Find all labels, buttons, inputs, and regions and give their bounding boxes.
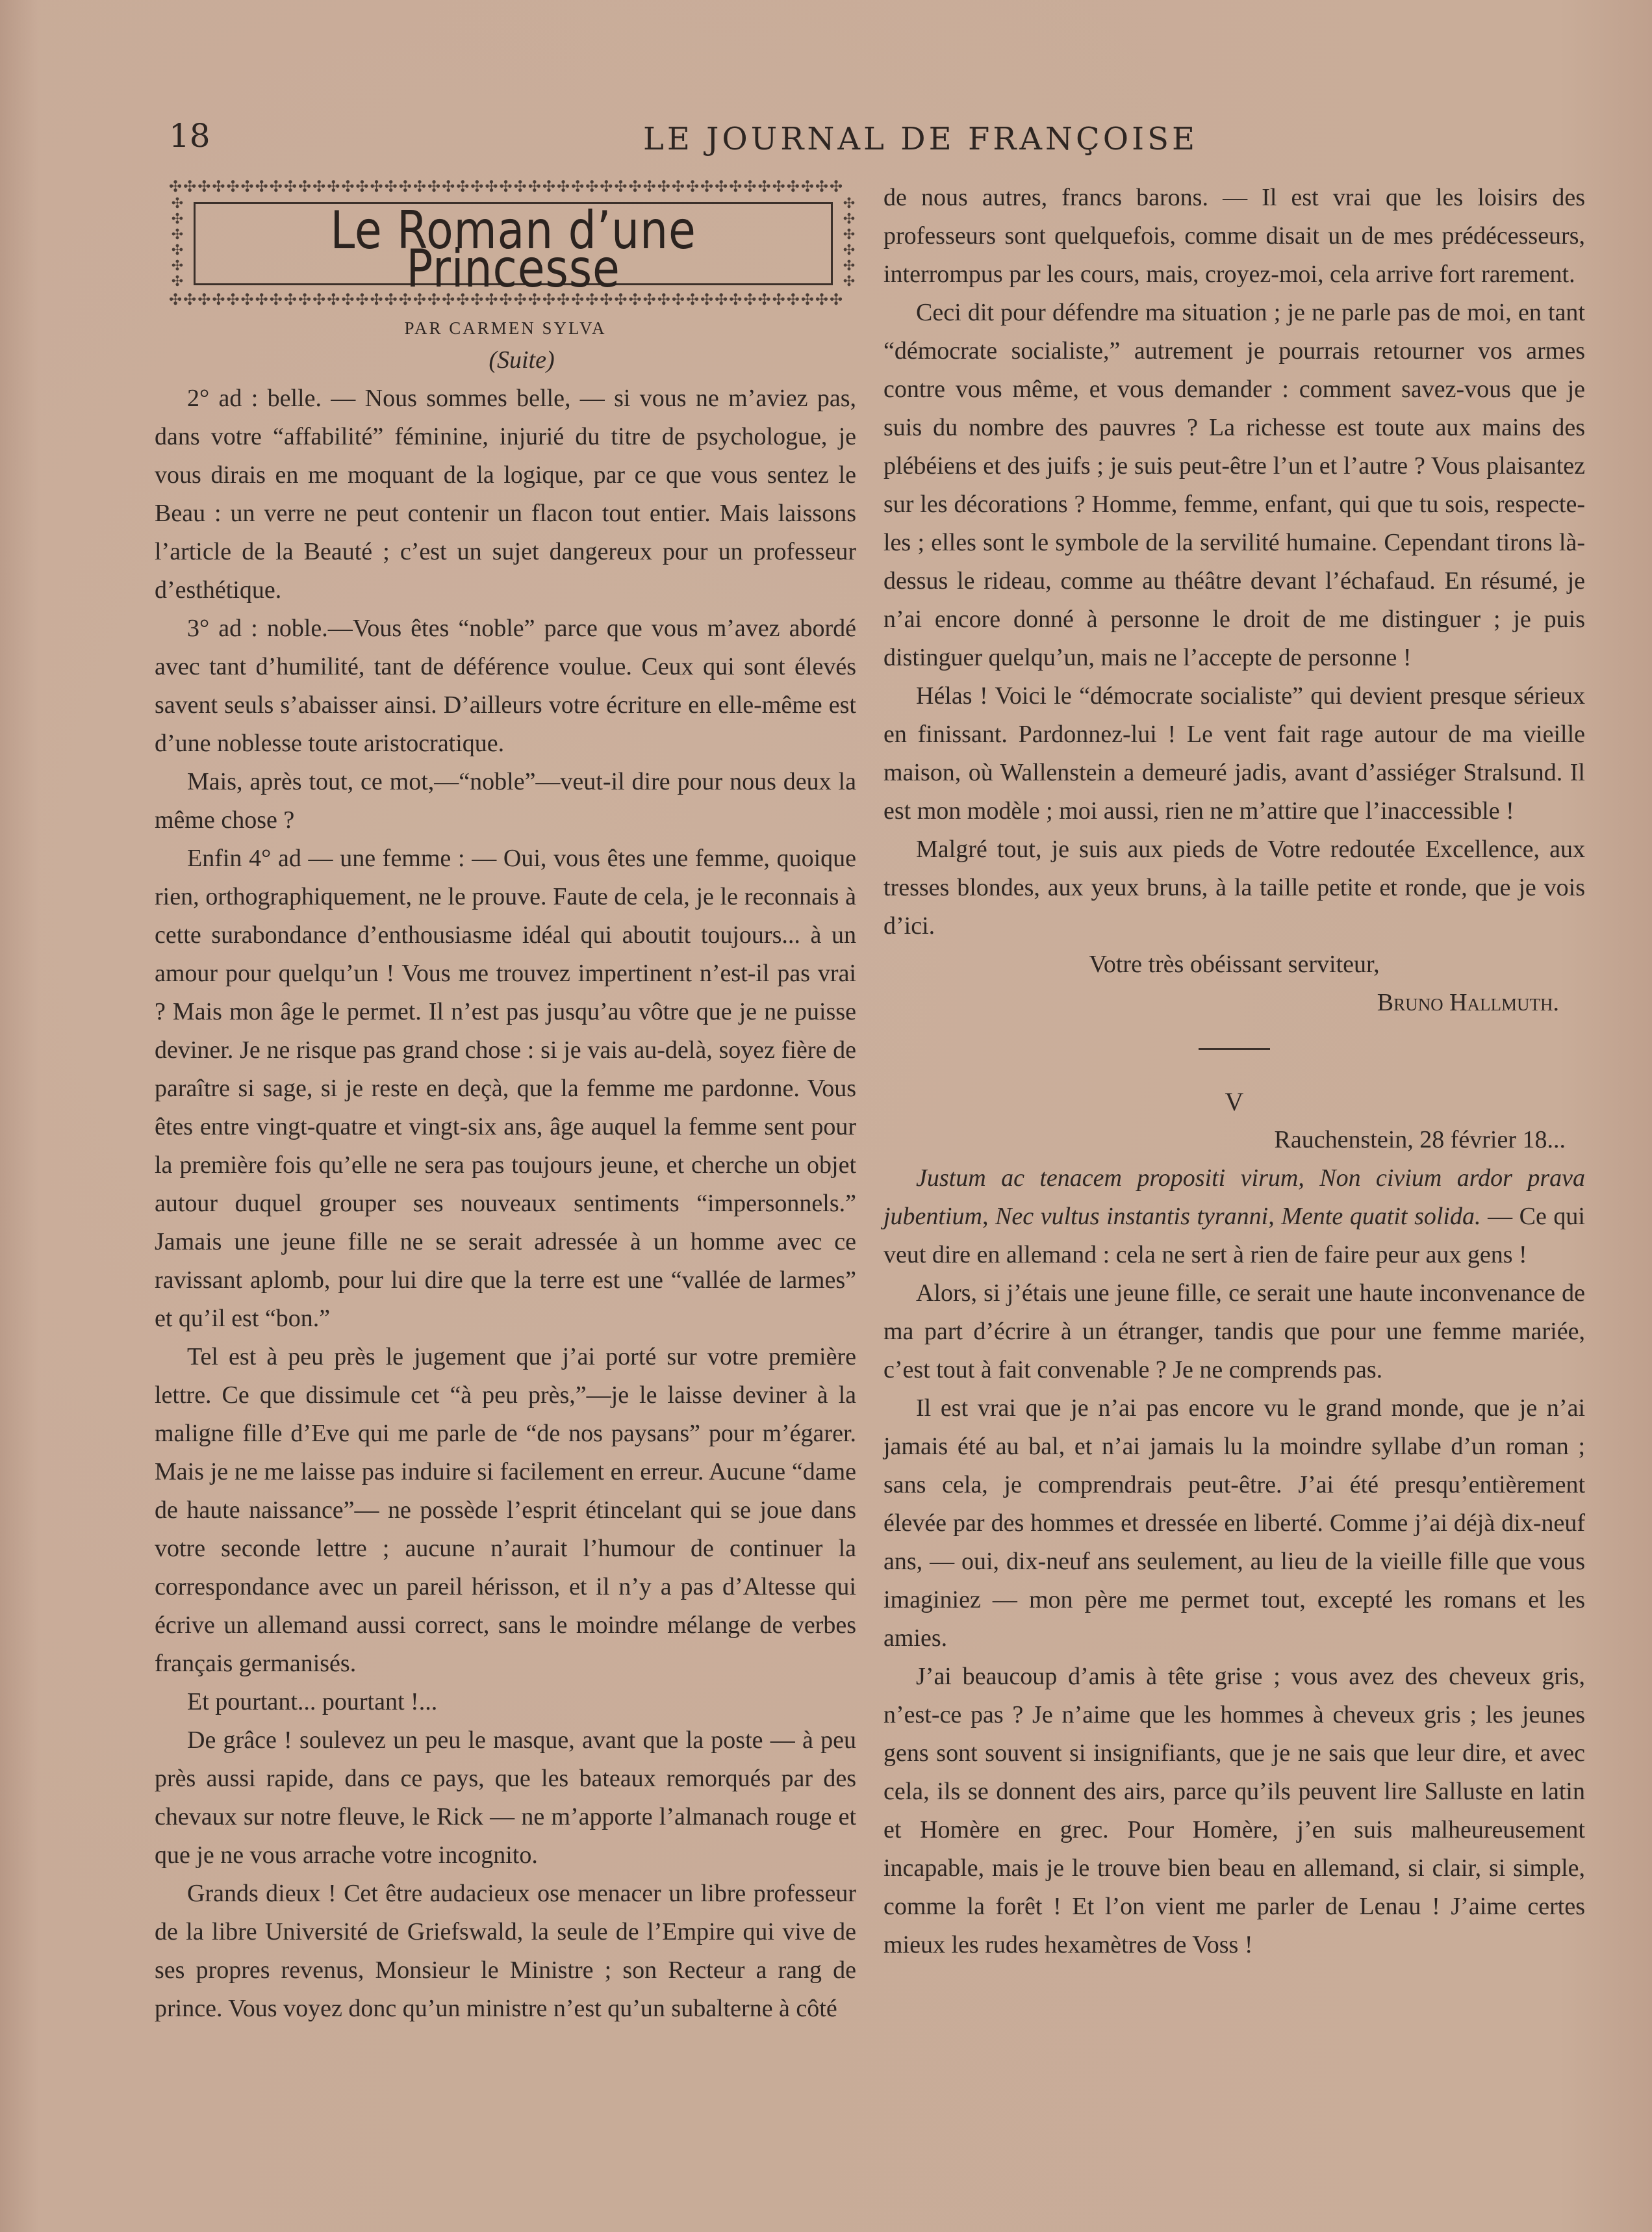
article-title: Le Roman d’une Princesse <box>330 200 696 299</box>
paragraph: 3° ad : noble.—Vous êtes “noble” parce que vous m’avez abordé avec tant d’humilité, tant de déférence voulue. Ceux qui sont élevés savent seuls s’abaisser ainsi. D’ailleurs votre écriture en elle-même est d’une noblesse toute aristocratique. <box>155 615 856 757</box>
running-head <box>169 117 1507 162</box>
left-column <box>155 179 856 2028</box>
section-divider <box>1199 1048 1270 1050</box>
latin-gloss: — Ce qui veut dire en allemand : cela ne sert à rien de faire peur aux gens ! <box>883 1203 1585 1268</box>
latin-quote-paragraph <box>883 1159 1585 1274</box>
letter-signoff: Votre très obéissant serviteur, <box>1089 951 1380 978</box>
paragraph: De grâce ! soulevez un peu le masque, avant que la poste — à peu près aussi rapide, dans ce pays, que les bateaux remorqués par des chevaux sur notre fleuve, le Rick — ne m’apporte l’almanach rouge et que je ne vous arrache votre incognito. <box>155 1726 856 1869</box>
paragraph: Et pourtant... pourtant !... <box>187 1688 438 1715</box>
paragraph: Hélas ! Voici le “démocrate socialiste” qui devient presque sérieux en finissant. Pardonnez-lui ! Le vent fait rage autour de ma vieille maison, où Wallenstein a demeuré jadis, avant d’assiéger Stralsund. Il est mon modèle ; moi aussi, rien ne m’attire que l’inaccessible ! <box>883 682 1585 825</box>
ornament-border-right: ✣ ✣ ✣ ✣ ✣ ✣ <box>843 196 856 289</box>
paragraph: Il est vrai que je n’ai pas encore vu le grand monde, que je n’ai jamais été au bal, et n’ai jamais lu la moindre syllabe d’un roman ; sans cela, je comprendrais peut-être. J’ai été presqu’entièrement élevée par des hommes et dressée en liberté. Comme j’ai déjà dix-neuf ans, — oui, dix-neuf ans seulement, au lieu de la vieille fille que vous imaginiez — mon père me permet tout, excepté les romans et les amies. <box>883 1394 1585 1652</box>
page-number: 18 <box>169 117 210 155</box>
letter-dateline: Rauchenstein, 28 février 18... <box>1274 1126 1566 1153</box>
byline: PAR CARMEN SYLVA <box>404 318 607 338</box>
title-ornament-frame <box>169 179 858 309</box>
paragraph: Mais, après tout, ce mot,—“noble”—veut-il dire pour nous deux la même chose ? <box>155 768 856 834</box>
ornament-border-left: ✣ ✣ ✣ ✣ ✣ ✣ <box>171 196 184 289</box>
paragraph-continuation: de nous autres, francs barons. — Il est vrai que les loisirs des professeurs sont quelquefois, comme disait un de mes prédécesseurs, interrompus par les cours, mais, croyez-moi, cela arrive fort rarement. <box>883 184 1585 288</box>
letter-signature: Bruno Hallmuth. <box>1377 989 1559 1016</box>
section-number: V <box>1225 1087 1244 1116</box>
paragraph: Ceci dit pour défendre ma situation ; je ne parle pas de moi, en tant “démocrate socialiste,” autrement je pourrais retourner vos armes contre vous même, et vous demander : comment savez-vous que je suis du nombre des pauvres ? La richesse est toute aux mains des plébéiens et des juifs ; je suis peut-être l’un et l’autre ? Vous plaisantez sur les décorations ? Homme, femme, enfant, qui que tu sois, respecte-les ; elles sont le symbole de la servilité humaine. Cependant tirons là-dessus le rideau, comme au théâtre devant l’échafaud. En résumé, je n’ai encore donné à personne le droit de me distinguer ; je puis distinguer quelqu’un, mais ne l’accepte de personne ! <box>883 299 1585 671</box>
ornament-border-top: ✣✣✣✣✣✣✣✣✣✣✣✣✣✣✣✣✣✣✣✣✣✣✣✣✣✣✣✣✣✣✣✣✣✣✣✣✣✣✣✣✣✣✣✣✣✣✣ <box>169 179 845 196</box>
right-column <box>883 179 1585 1964</box>
paragraph: 2° ad : belle. — Nous sommes belle, — si vous ne m’aviez pas, dans votre “affabilité” féminine, injurié du titre de psychologue, je vous dirais en me moquant de la logique, par ce que vous sentez le Beau : un verre ne peut contenir un flacon tout entier. Mais laissons l’article de la Beauté ; c’est un sujet dangereux pour un professeur d’esthétique. <box>155 385 856 604</box>
ornament-border-bottom: ✣✣✣✣✣✣✣✣✣✣✣✣✣✣✣✣✣✣✣✣✣✣✣✣✣✣✣✣✣✣✣✣✣✣✣✣✣✣✣✣✣✣✣✣✣✣✣ <box>169 292 845 309</box>
continued-label: (Suite) <box>489 346 555 374</box>
paragraph: Tel est à peu près le jugement que j’ai porté sur votre première lettre. Ce que dissimule cet “à peu près,”—je le laisse deviner à la maligne fille d’Eve qui me parle de “de nos paysans” pour m’égarer. Mais je ne me laisse pas induire si facilement en erreur. Aucune “dame de haute naissance”— ne possède l’esprit étincelant qui se joue dans votre seconde lettre ; aucune n’aurait l’humour de continuer la correspondance avec un pareil hérisson, et il n’y a pas d’Altesse qui écrive un allemand aussi correct, sans le moindre mélange de verbes français germanisés. <box>155 1343 856 1677</box>
latin-quote: Justum ac tenacem propositi virum, Non civium ardor prava jubentium, Nec vultus instantis tyranni, Mente quatit solida. <box>883 1164 1585 1230</box>
journal-title: LE JOURNAL DE FRANÇOISE <box>643 121 1199 157</box>
paragraph: Enfin 4° ad — une femme : — Oui, vous êtes une femme, quoique rien, orthographiquement, ne le prouve. Faute de cela, je le reconnais à cette surabondance d’enthousiasme idéal qui aboutit toujours... à un amour pour quelqu’un ! Vous me trouvez impertinent n’est-il pas vrai ? Mais mon âge le permet. Il n’est pas jusqu’au vôtre que je ne puisse deviner. Je ne risque pas grand chose : si je vais au-delà, soyez fière de paraître si sage, si je reste en deçà, que la femme me pardonne. Vous êtes entre vingt-quatre et vingt-six ans, âge auquel la femme sent pour la première fois qu’elle ne sera pas toujours jeune, et cherche un objet autour duquel grouper ses nouveaux sentiments “impersonnels.” Jamais une jeune fille ne se serait adressée à un homme avec ce ravissant aplomb, pour lui dire que la terre est une “vallée de larmes” et qu’il est “bon.” <box>155 845 856 1332</box>
paragraph: Grands dieux ! Cet être audacieux ose menacer un libre professeur de la libre Université de Griefswald, la seule de l’Empire qui vive de ses propres revenus, Monsieur le Ministre ; son Recteur a rang de prince. Vous voyez donc qu’un ministre n’est qu’un subalterne à côté <box>155 1880 856 2022</box>
paragraph: J’ai beaucoup d’amis à tête grise ; vous avez des cheveux gris, n’est-ce pas ? Je n’aime que les hommes à cheveux gris ; les jeunes gens sont souvent si insignifiants, que je ne sais que leur dire, et avec cela, ils se donnent des airs, parce qu’ils peuvent lire Salluste en latin et Homère en grec. Pour Homère, j’en suis malheureusement incapable, mais je le trouve bien beau en allemand, si clair, si simple, comme la forêt ! Et l’on vient me parler de Lenau ! J’aime certes mieux les rudes hexamètres de Voss ! <box>883 1663 1585 1958</box>
paragraph: Malgré tout, je suis aux pieds de Votre redoutée Excellence, aux tresses blondes, aux yeux bruns, à la taille petite et ronde, que je vois d’ici. <box>883 836 1585 940</box>
paragraph: Alors, si j’étais une jeune fille, ce serait une haute inconvenance de ma part d’écrire à un étranger, tandis que pour une femme mariée, c’est tout à fait convenable ? Je ne comprends pas. <box>883 1279 1585 1383</box>
